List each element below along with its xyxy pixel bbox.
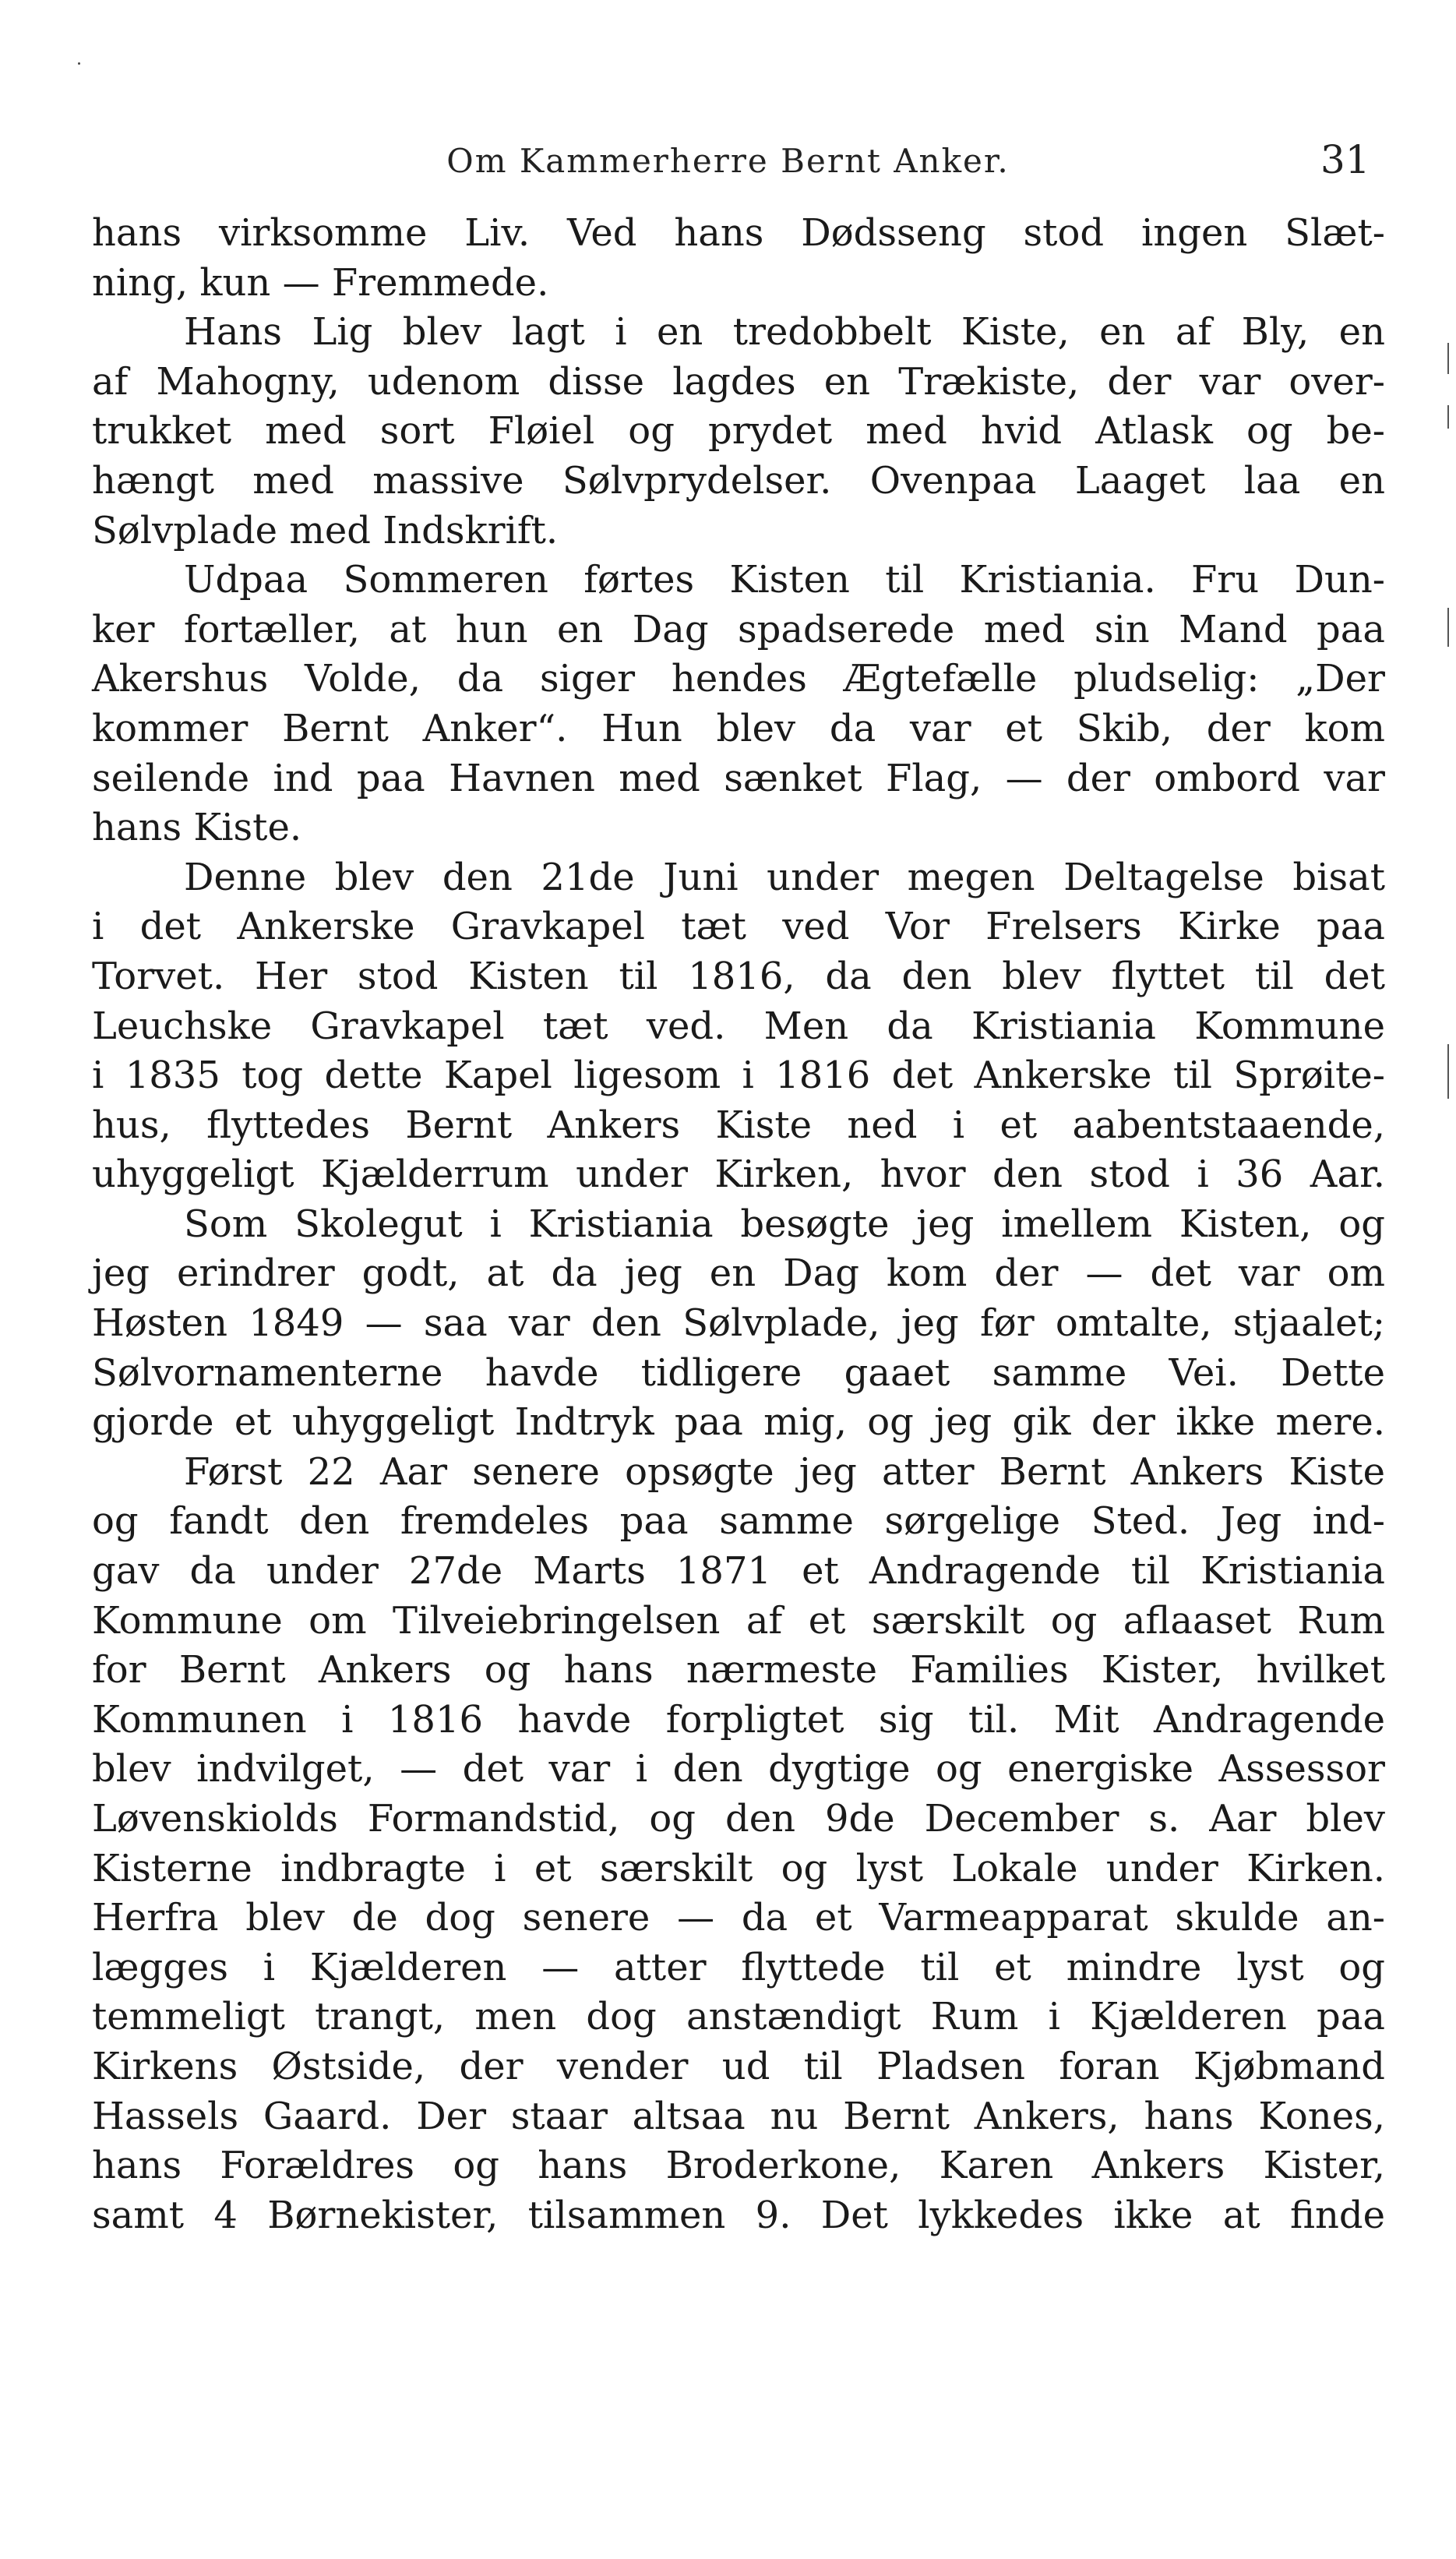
text-line: Herfra blev de dog senere — da et Varmeapparat skulde an- [92, 1896, 1385, 1940]
body-text [92, 209, 1385, 2240]
text-line: seilende ind paa Havnen med sænket Flag, — der ombord var [92, 756, 1385, 800]
text-line: samt 4 Børnekister, tilsammen 9. Det lykkedes ikke at finde [92, 2193, 1385, 2237]
text-line: Som Skolegut i Kristiania besøgte jeg imellem Kisten, og [184, 1202, 1385, 1246]
text-line: hus, flyttedes Bernt Ankers Kiste ned i et aabentstaaende, [92, 1103, 1385, 1147]
scan-edge-mark [1447, 405, 1449, 429]
text-line: jeg erindrer godt, at da jeg en Dag kom der — det var om [92, 1251, 1385, 1296]
text-line: ning, kun — Fremmede. [92, 260, 549, 305]
scan-edge-mark [1447, 1044, 1449, 1099]
text-line: og fandt den fremdeles paa samme sørgelige Sted. Jeg ind- [92, 1499, 1385, 1544]
text-line: uhyggeligt Kjælderrum under Kirken, hvor den stod i 36 Aar. [92, 1152, 1385, 1197]
text-line: Kisterne indbragte i et særskilt og lyst Lokale under Kirken. [92, 1846, 1385, 1890]
text-line: Torvet. Her stod Kisten til 1816, da den blev flyttet til det [92, 954, 1385, 998]
text-line: Først 22 Aar senere opsøgte jeg atter Bernt Ankers Kiste [184, 1449, 1385, 1494]
text-line: hans virksomme Liv. Ved hans Dødsseng stod ingen Slæt- [92, 211, 1385, 255]
text-line: Løvenskiolds Formandstid, og den 9de December s. Aar blev [92, 1797, 1385, 1841]
scan-edge-mark [1447, 608, 1449, 647]
running-header: Om Kammerherre Bernt Anker. [446, 142, 1010, 180]
text-line: temmeligt trangt, men dog anstændigt Rum i Kjælderen paa [92, 1995, 1385, 2039]
text-line: i det Ankerske Gravkapel tæt ved Vor Frelsers Kirke paa [92, 905, 1385, 949]
text-line: Sølvornamenterne havde tidligere gaaet samme Vei. Dette [92, 1350, 1385, 1395]
text-line: Akershus Volde, da siger hendes Ægtefælle pludselig: „Der [92, 657, 1385, 701]
scan-edge-mark [1447, 343, 1449, 374]
text-line: Sølvplade med Indskrift. [92, 508, 559, 552]
text-line: hans Kiste. [92, 806, 302, 850]
text-line: hængt med massive Sølvprydelser. Ovenpaa Laaget laa en [92, 458, 1385, 503]
text-line: Udpaa Sommeren førtes Kisten til Kristiania. Fru Dun- [184, 558, 1385, 602]
text-line: lægges i Kjælderen — atter flyttede til et mindre lyst og [92, 1945, 1385, 1989]
text-line: Kirkens Østside, der vender ud til Pladsen foran Kjøbmand [92, 2044, 1385, 2088]
text-line: blev indvilget, — det var i den dygtige og energiske Assessor [92, 1747, 1385, 1791]
text-line: Høsten 1849 — saa var den Sølvplade, jeg før omtalte, stjaalet; [92, 1301, 1385, 1346]
text-line: for Bernt Ankers og hans nærmeste Families Kister, hvilket [92, 1648, 1385, 1692]
text-line: gav da under 27de Marts 1871 et Andragende til Kristiania [92, 1549, 1385, 1594]
text-line: Kommunen i 1816 havde forpligtet sig til. Mit Andragende [92, 1697, 1385, 1742]
page-number: 31 [1320, 137, 1370, 182]
text-line: Denne blev den 21de Juni under megen Deltagelse bisat [184, 855, 1385, 899]
scan-speck [78, 62, 80, 65]
text-line: Hassels Gaard. Der staar altsaa nu Bernt Ankers, hans Kones, [92, 2094, 1385, 2138]
text-line: gjorde et uhyggeligt Indtryk paa mig, og jeg gik der ikke mere. [92, 1400, 1385, 1445]
text-line: Leuchske Gravkapel tæt ved. Men da Kristiania Kommune [92, 1004, 1385, 1048]
text-line: i 1835 tog dette Kapel ligesom i 1816 det Ankerske til Sprøite- [92, 1054, 1385, 1098]
text-line: trukket med sort Fløiel og prydet med hvid Atlask og be- [92, 409, 1385, 454]
text-line: Hans Lig blev lagt i en tredobbelt Kiste, en af Bly, en [184, 310, 1385, 355]
text-line: af Mahogny, udenom disse lagdes en Trækiste, der var over- [92, 359, 1385, 404]
text-line: hans Forældres og hans Broderkone, Karen Ankers Kister, [92, 2144, 1385, 2188]
text-line: ker fortæller, at hun en Dag spadserede med sin Mand paa [92, 607, 1385, 651]
text-line: Kommune om Tilveiebringelsen af et særskilt og aflaaset Rum [92, 1598, 1385, 1643]
text-line: kommer Bernt Anker“. Hun blev da var et Skib, der kom [92, 706, 1385, 750]
